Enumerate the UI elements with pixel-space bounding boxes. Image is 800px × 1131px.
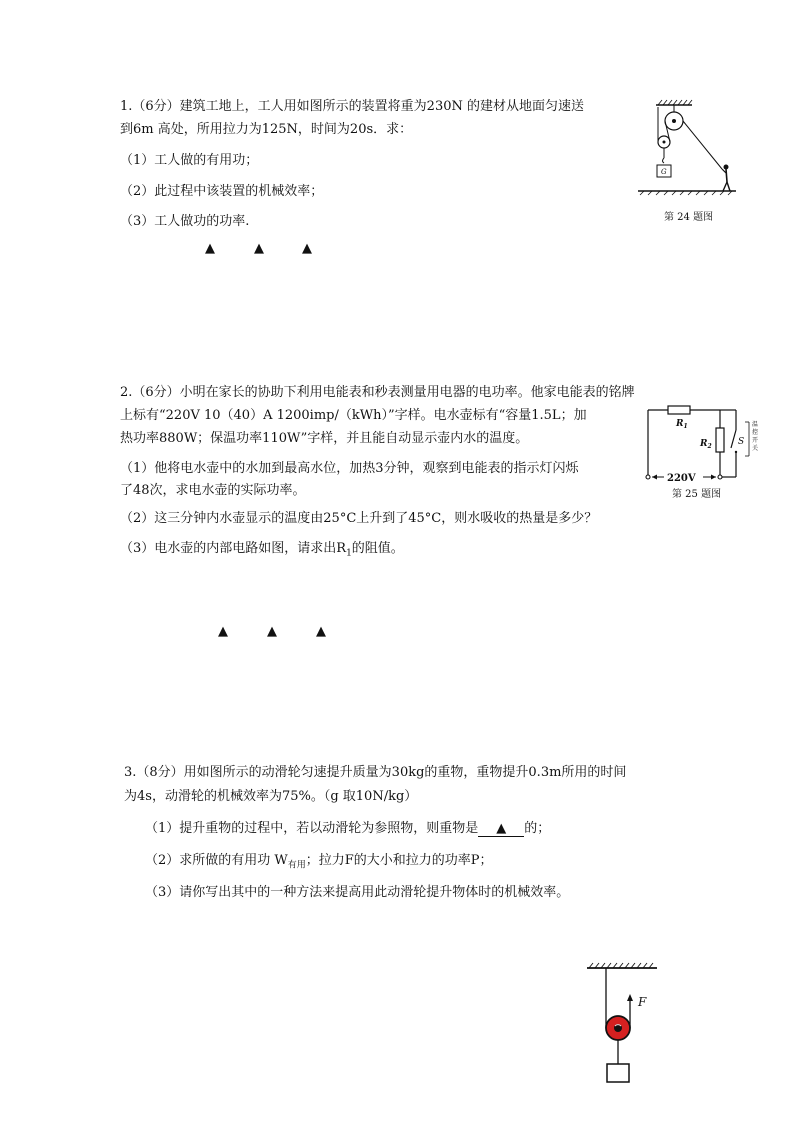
voltage-label: 220V [667, 473, 696, 484]
q3-pulley-figure [585, 960, 665, 1090]
switch-label: S [738, 437, 745, 447]
q1-stem-line1: 1.（6分）建筑工地上，工人用如图所示的装置将重为230N 的建材从地面匀速送 [120, 99, 584, 114]
q1-item-1: （1）工人做的有用功； [120, 153, 259, 168]
q2-stem-line2: 上标有“220V 10（40）A 1200imp/（kWh）”字样。电水壶标有“容量1.5L；加 [120, 408, 587, 423]
q2-answer-marker-2: ▲ [267, 624, 277, 639]
r1-resistor [668, 406, 690, 414]
q2-circuit-figure [640, 400, 765, 488]
q3-stem-line2: 为4s，动滑轮的机械效率为75%。（g 取10N/kg） [124, 789, 418, 804]
q2-answer-marker-1: ▲ [218, 624, 228, 639]
q2-item-1-line1: （1）他将电水壶中的水加到最高水位，加热3分钟，观察到电能表的指示灯闪烁 [120, 461, 579, 476]
q3-item-3: （3）请你写出其中的一种方法来提高用此动滑轮提升物体时的机械效率。 [145, 885, 570, 900]
q3-answer-blank[interactable]: ▲ [478, 822, 524, 837]
q1-figure-caption: 第 24 题图 [664, 212, 714, 223]
q1-item-3: （3）工人做功的功率. [120, 214, 250, 229]
q2-item-1-line2: 了48次，求电水壶的实际功率。 [120, 483, 306, 498]
q2-stem-line3: 热功率880W；保温功率110W”字样，并且能自动显示壶内水的温度。 [120, 431, 529, 446]
q2-stem-line1: 2.（6分）小明在家长的协助下利用电能表和秒表测量用电器的电功率。他家电能表的铭牌 [120, 385, 635, 400]
switch-note: 温 控 开 关 [752, 421, 759, 452]
q3-item-2: （2）求所做的有用功 $W_{有用}$；拉力F的大小和拉力的功率P； [145, 853, 493, 871]
q1-answer-marker-2: ▲ [254, 241, 264, 256]
q2-answer-marker-3: ▲ [316, 624, 326, 639]
r2-resistor [716, 428, 724, 452]
q1-answer-marker-3: ▲ [302, 241, 312, 256]
q3-force-label: F [638, 995, 647, 1009]
q2-item-2: （2）这三分钟内水壶显示的温度由25°C上升到了45°C，则水吸收的热量是多少？ [120, 511, 598, 526]
q3-stem-line1: 3.（8分）用如图所示的动滑轮匀速提升质量为30kg的重物，重物提升0.3m所用的时间 [124, 765, 627, 780]
q1-stem-line2: 到6m 高处，所用拉力为125N，时间为20s．求： [120, 122, 413, 137]
q2-figure-caption: 第 25 题图 [672, 489, 722, 500]
q1-pulley-figure [630, 95, 740, 205]
q1-weight-label: G [661, 168, 667, 176]
q3-load-box [607, 1064, 629, 1082]
q1-answer-marker-1: ▲ [205, 241, 215, 256]
r2-label: $R_2$ [700, 439, 712, 450]
q3-item-1: （1）提升重物的过程中，若以动滑轮为参照物，则重物是 ▲ 的； [145, 821, 551, 836]
r1-label: $R_1$ [676, 419, 688, 430]
q1-item-2: （2）此过程中该装置的机械效率； [120, 184, 324, 199]
q2-item-3: （3）电水壶的内部电路如图，请求出$R_1$的阻值。 [120, 541, 404, 559]
